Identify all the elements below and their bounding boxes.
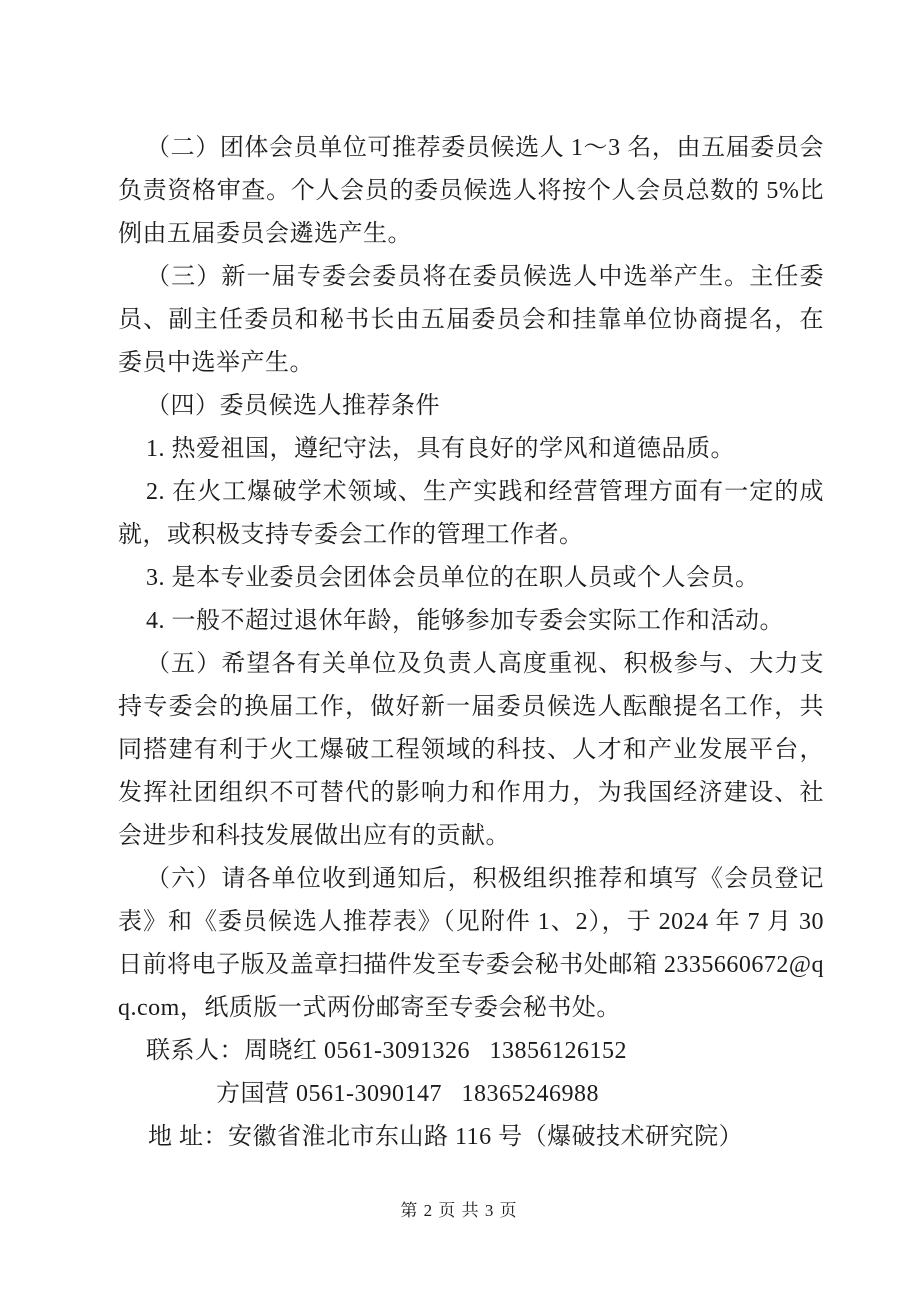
page-number: 第 2 页 共 3 页 [400,1201,518,1220]
paragraph-section-6: （六）请各单位收到通知后，积极组织推荐和填写《会员登记表》和《委员候选人推荐表》（见附件 1、2），于 2024 年 7 月 30 日前将电子版及盖章扫描件发至专委会秘书处邮箱 2335660672@qq.com，纸质版一式两份邮寄至专委会秘书处。 [118,866,824,1021]
paragraph-condition-2: 2. 在火工爆破学术领域、生产实践和经营管理方面有一定的成就，或积极支持专委会工作的管理工作者。 [118,479,824,548]
address-line: 地 址：安徽省淮北市东山路 116 号（爆破技术研究院） [148,1124,744,1150]
document-body [118,127,824,1159]
paragraph-section-4-heading: （四）委员候选人推荐条件 [146,393,440,419]
paragraph-condition-4: 4. 一般不超过退休年龄，能够参加专委会实际工作和活动。 [146,608,784,634]
paragraph-section-3: （三）新一届专委会委员将在委员候选人中选举产生。主任委员、副主任委员和秘书长由五届委员会和挂靠单位协商提名，在委员中选举产生。 [118,264,824,376]
paragraph-section-5: （五）希望各有关单位及负责人高度重视、积极参与、大力支持专委会的换届工作，做好新一届委员候选人酝酿提名工作，共同搭建有利于火工爆破工程领域的科技、人才和产业发展平台，发挥社团组织不可替代的影响力和作用力，为我国经济建设、社会进步和科技发展做出应有的贡献。 [118,651,824,849]
paragraph-condition-3: 3. 是本专业委员会团体会员单位的在职人员或个人会员。 [146,565,760,591]
contact-line-2: 方国营 0561-3090147 18365246988 [216,1081,599,1107]
contact-line-1: 联系人：周晓红 0561-3091326 13856126152 [146,1038,627,1064]
paragraph-section-2: （二）团体会员单位可推荐委员候选人 1～3 名，由五届委员会负责资格审查。个人会员的委员候选人将按个人会员总数的 5%比例由五届委员会遴选产生。 [118,135,824,247]
paragraph-condition-1: 1. 热爱祖国，遵纪守法，具有良好的学风和道德品质。 [146,436,735,462]
